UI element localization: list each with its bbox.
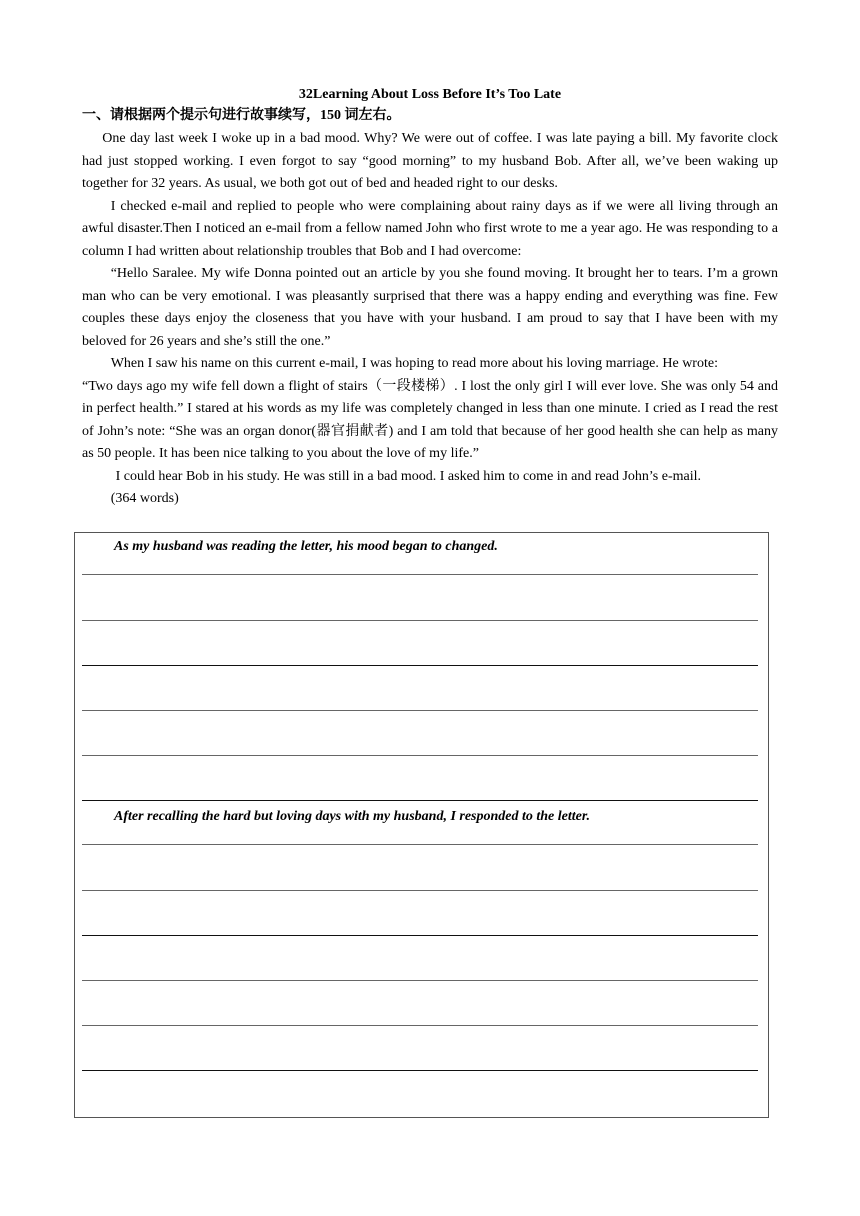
passage-paragraph-1: One day last week I woke up in a bad mood. Why? We were out of coffee. I was late paying a bill. My favorite clock had just stopped working. I even forgot to say “good morning” to my husband Bob. After all, we’ve been waking up together for 32 years. As usual, we both got out of bed and headed right to our desks. xyxy=(82,131,778,191)
passage-paragraph-6: I could hear Bob in his study. He was still in a bad mood. I asked him to come in and read John’s e-mail. xyxy=(115,468,702,484)
passage-paragraph-5: “Two days ago my wife fell down a flight of stairs（一段楼梯）. I lost the only girl I will ever love. She was only 54 and in perfect health.” I stared at his words as my life was completely changed in less than one minute. I cried as I read the rest of John’s note: “She was an organ donor(器官捐献者) and I am told that because of her good health she can help as many as 50 people. It has been nice talking to you about the love of my life.” xyxy=(82,378,778,461)
writing-box xyxy=(74,532,769,1118)
prompt-sentence-2: After recalling the hard but loving days with my husband, I responded to the letter. xyxy=(114,809,591,824)
passage-paragraph-4: When I saw his name on this current e-mail, I was hoping to read more about his loving marriage. He wrote: xyxy=(110,356,718,371)
writing-line xyxy=(82,935,758,936)
prompt-sentence-1: As my husband was reading the letter, his mood began to changed. xyxy=(114,539,498,554)
instruction-heading: 一、请根据两个提示句进行故事续写，150 词左右。 xyxy=(82,108,401,123)
writing-line xyxy=(82,800,758,801)
writing-line xyxy=(82,755,758,756)
writing-line xyxy=(82,1070,758,1071)
writing-line xyxy=(82,890,758,891)
document-title: 32Learning About Loss Before It’s Too Late xyxy=(298,87,562,102)
writing-line xyxy=(82,620,758,621)
writing-line xyxy=(82,574,758,575)
writing-line xyxy=(82,980,758,981)
writing-line xyxy=(82,844,758,845)
passage-paragraph-3: “Hello Saralee. My wife Donna pointed out an article by you she found moving. It brought her to tears. I’m a grown man who can be very emotional. I was pleasantly surprised that there was a happy ending and everything was fine. Few couples these days enjoy the closeness that you have with your husband. I am proud to say that I have been with my beloved for 26 years and she’s still the one.” xyxy=(82,266,778,349)
word-count: (364 words) xyxy=(110,491,179,506)
passage xyxy=(82,128,778,511)
writing-line xyxy=(82,665,758,666)
passage-paragraph-2: I checked e-mail and replied to people who were complaining about rainy days as if we were all living through an awful disaster.Then I noticed an e-mail from a fellow named John who first wrote to me a year ago. He was responding to a column I had written about relationship troubles that Bob and I had overcome: xyxy=(82,198,778,259)
writing-line xyxy=(82,710,758,711)
writing-line xyxy=(82,1025,758,1026)
